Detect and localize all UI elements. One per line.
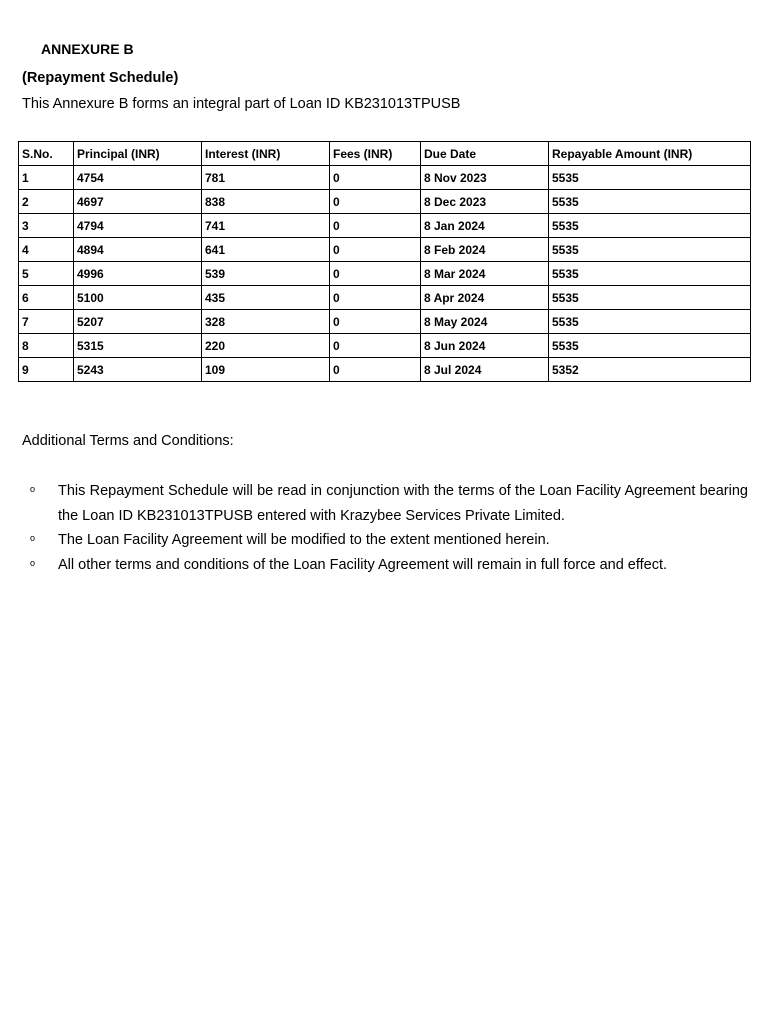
cell-repayable-amount: 5352	[549, 358, 751, 382]
cell-fees: 0	[330, 358, 421, 382]
cell-interest: 220	[202, 334, 330, 358]
cell-sno: 6	[19, 286, 74, 310]
cell-fees: 0	[330, 262, 421, 286]
cell-repayable-amount: 5535	[549, 190, 751, 214]
table-row	[19, 190, 751, 214]
cell-principal: 5100	[74, 286, 202, 310]
cell-interest: 641	[202, 238, 330, 262]
table-row	[19, 238, 751, 262]
term-text: This Repayment Schedule will be read in conjunction with the terms of the Loan Facility Agreement bearing the Loan ID KB231013TPUSB entered with Krazybee Services Private Limited.	[58, 483, 748, 524]
cell-principal: 5207	[74, 310, 202, 334]
cell-fees: 0	[330, 190, 421, 214]
cell-fees: 0	[330, 166, 421, 190]
cell-interest: 435	[202, 286, 330, 310]
cell-due-date: 8 Mar 2024	[421, 262, 549, 286]
cell-principal: 5243	[74, 358, 202, 382]
cell-fees: 0	[330, 310, 421, 334]
cell-repayable-amount: 5535	[549, 286, 751, 310]
table-row	[19, 262, 751, 286]
list-item	[22, 479, 748, 528]
header-cell-sno: S.No.	[19, 142, 74, 166]
list-item	[22, 528, 748, 553]
table-header-row	[19, 142, 751, 166]
cell-sno: 4	[19, 238, 74, 262]
annexure-heading: ANNEXURE B	[41, 41, 134, 57]
cell-principal: 4794	[74, 214, 202, 238]
cell-principal: 4894	[74, 238, 202, 262]
cell-interest: 781	[202, 166, 330, 190]
cell-due-date: 8 Dec 2023	[421, 190, 549, 214]
cell-repayable-amount: 5535	[549, 214, 751, 238]
cell-sno: 8	[19, 334, 74, 358]
cell-principal: 5315	[74, 334, 202, 358]
table-row	[19, 334, 751, 358]
header-cell-due-date: Due Date	[421, 142, 549, 166]
cell-repayable-amount: 5535	[549, 238, 751, 262]
cell-due-date: 8 Feb 2024	[421, 238, 549, 262]
intro-text: This Annexure B forms an integral part of Loan ID KB231013TPUSB	[22, 96, 461, 112]
table-row	[19, 214, 751, 238]
cell-due-date: 8 Apr 2024	[421, 286, 549, 310]
cell-fees: 0	[330, 238, 421, 262]
cell-sno: 3	[19, 214, 74, 238]
cell-repayable-amount: 5535	[549, 262, 751, 286]
header-cell-principal: Principal (INR)	[74, 142, 202, 166]
schedule-subheading: (Repayment Schedule)	[22, 70, 179, 86]
cell-fees: 0	[330, 214, 421, 238]
cell-interest: 838	[202, 190, 330, 214]
cell-sno: 1	[19, 166, 74, 190]
cell-fees: 0	[330, 286, 421, 310]
cell-sno: 2	[19, 190, 74, 214]
cell-due-date: 8 May 2024	[421, 310, 549, 334]
cell-sno: 9	[19, 358, 74, 382]
term-text: The Loan Facility Agreement will be modified to the extent mentioned herein.	[58, 532, 550, 548]
bullet-icon: o	[30, 484, 36, 494]
cell-principal: 4697	[74, 190, 202, 214]
cell-principal: 4996	[74, 262, 202, 286]
cell-sno: 7	[19, 310, 74, 334]
bullet-icon: o	[30, 533, 36, 543]
header-cell-repayable-amount: Repayable Amount (INR)	[549, 142, 751, 166]
cell-interest: 328	[202, 310, 330, 334]
cell-due-date: 8 Jan 2024	[421, 214, 549, 238]
cell-sno: 5	[19, 262, 74, 286]
list-item	[22, 553, 748, 578]
header-cell-fees: Fees (INR)	[330, 142, 421, 166]
cell-principal: 4754	[74, 166, 202, 190]
cell-repayable-amount: 5535	[549, 166, 751, 190]
cell-fees: 0	[330, 334, 421, 358]
cell-repayable-amount: 5535	[549, 334, 751, 358]
terms-title: Additional Terms and Conditions:	[22, 433, 234, 449]
cell-due-date: 8 Jul 2024	[421, 358, 549, 382]
header-cell-interest: Interest (INR)	[202, 142, 330, 166]
cell-due-date: 8 Jun 2024	[421, 334, 549, 358]
table-row	[19, 286, 751, 310]
table-row	[19, 358, 751, 382]
terms-list	[22, 479, 748, 577]
repayment-schedule-table	[18, 141, 751, 382]
cell-due-date: 8 Nov 2023	[421, 166, 549, 190]
cell-repayable-amount: 5535	[549, 310, 751, 334]
cell-interest: 539	[202, 262, 330, 286]
bullet-icon: o	[30, 557, 36, 568]
term-text: All other terms and conditions of the Loan Facility Agreement will remain in full force and effect.	[58, 556, 668, 573]
table-row	[19, 310, 751, 334]
table-row	[19, 166, 751, 190]
cell-interest: 109	[202, 358, 330, 382]
cell-interest: 741	[202, 214, 330, 238]
